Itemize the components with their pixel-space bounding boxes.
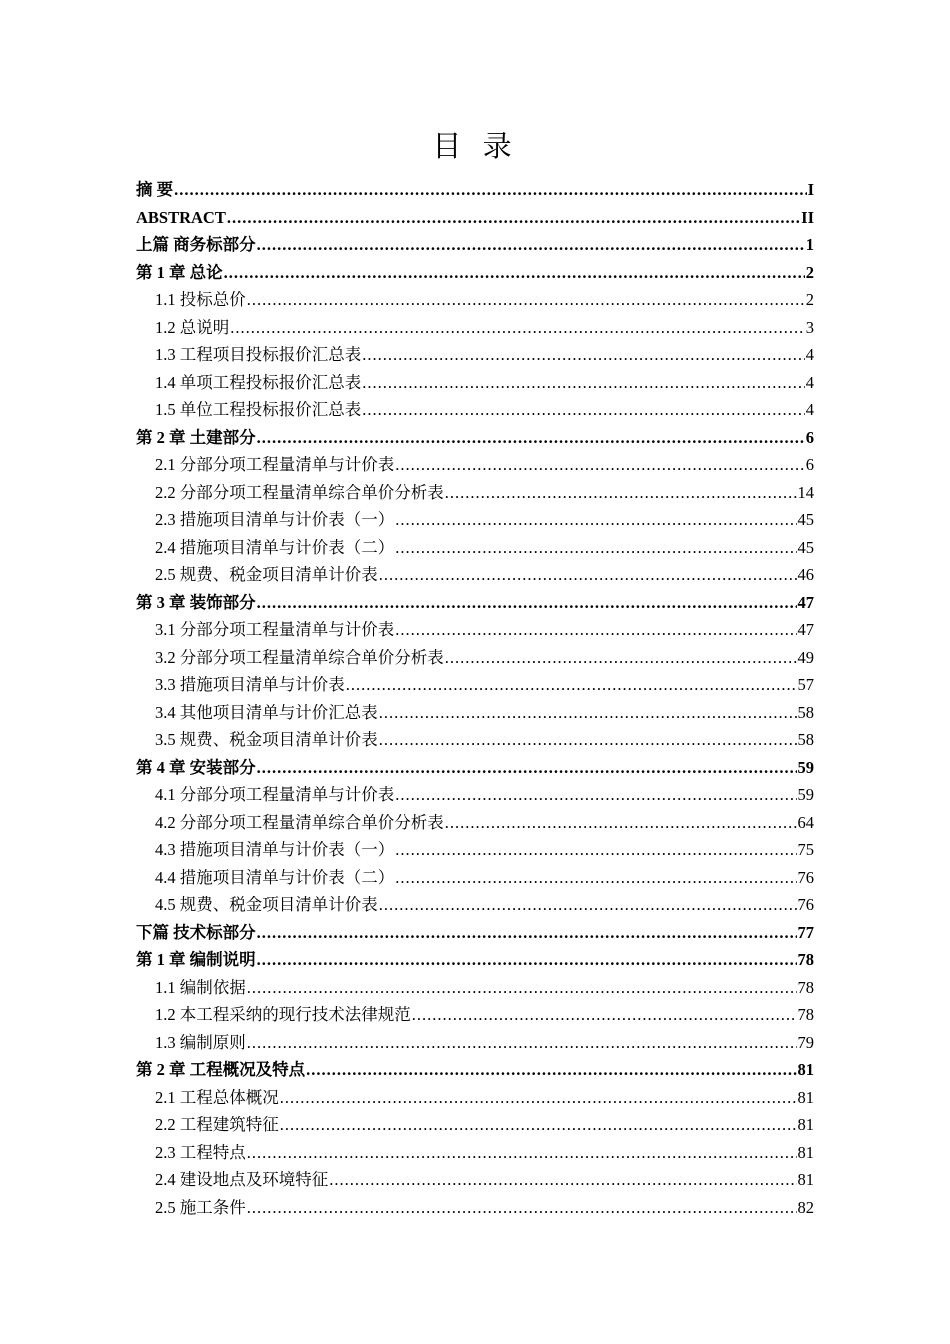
- dot-leader: [395, 616, 796, 644]
- toc-entry-section[interactable]: [136, 671, 814, 699]
- dot-leader: [257, 754, 797, 782]
- toc-entry-page-number: 81: [797, 1142, 814, 1162]
- toc-entry-page-number: 59: [797, 757, 814, 777]
- dot-leader: [247, 286, 805, 314]
- toc-entry-section[interactable]: [136, 314, 814, 342]
- toc-entry-label: ABSTRACT: [136, 207, 226, 227]
- toc-entry-section[interactable]: [136, 891, 814, 919]
- toc-entry-page-number: 78: [797, 977, 814, 997]
- toc-entry-page-number: 59: [797, 785, 814, 804]
- toc-entry-page-number: 6: [805, 455, 814, 474]
- toc-entry-section[interactable]: [136, 974, 814, 1002]
- toc-entry-label: 3.5 规费、税金项目清单计价表: [155, 730, 378, 749]
- toc-entry-section[interactable]: [136, 1001, 814, 1029]
- dot-leader: [395, 864, 796, 892]
- toc-entry-page-number: 79: [797, 1032, 814, 1052]
- toc-entry-label: 2.3 措施项目清单与计价表（一）: [155, 510, 395, 529]
- toc-entry-label: 4.4 措施项目清单与计价表（二）: [155, 867, 395, 887]
- toc-entry-section[interactable]: [136, 1084, 814, 1112]
- toc-entry-label: 第 2 章 土建部分: [136, 427, 256, 447]
- toc-entry-label: 第 2 章 工程概况及特点: [136, 1060, 306, 1079]
- dot-leader: [379, 699, 797, 727]
- toc-entry-label: 摘 要: [136, 180, 174, 199]
- toc-entry-page-number: 81: [797, 1115, 814, 1134]
- toc-entry-section[interactable]: [136, 396, 814, 424]
- dot-leader: [395, 534, 796, 562]
- toc-entry-label: 第 1 章 总论: [136, 262, 223, 282]
- toc-entry-section[interactable]: [136, 369, 814, 397]
- dot-leader: [362, 341, 805, 369]
- toc-entry-chapter[interactable]: [136, 589, 814, 617]
- toc-list: [136, 176, 814, 1221]
- dot-leader: [379, 726, 797, 754]
- toc-entry-label: 上篇 商务标部分: [136, 235, 256, 254]
- dot-leader: [280, 1084, 797, 1112]
- toc-entry-page-number: 64: [797, 812, 814, 832]
- toc-entry-page-number: 6: [805, 427, 814, 447]
- dot-leader: [227, 204, 800, 232]
- toc-entry-label: 2.4 建设地点及环境特征: [155, 1170, 329, 1189]
- toc-entry-label: 2.4 措施项目清单与计价表（二）: [155, 537, 395, 557]
- toc-entry-label: 4.2 分部分项工程量清单综合单价分析表: [155, 812, 444, 832]
- toc-entry-section[interactable]: [136, 726, 814, 754]
- toc-entry-label: 下篇 技术标部分: [136, 922, 256, 942]
- toc-entry-label: 4.1 分部分项工程量清单与计价表: [155, 785, 395, 804]
- toc-entry-page-number: 2: [805, 290, 814, 309]
- toc-entry-chapter[interactable]: [136, 424, 814, 452]
- toc-entry-section[interactable]: [136, 616, 814, 644]
- toc-entry-page-number: 4: [805, 400, 814, 419]
- toc-entry-page-number: 78: [797, 1005, 814, 1024]
- toc-entry-section[interactable]: [136, 561, 814, 589]
- toc-entry-page-number: 2: [805, 262, 814, 282]
- toc-entry-label: 4.5 规费、税金项目清单计价表: [155, 895, 378, 914]
- toc-entry-chapter[interactable]: [136, 231, 814, 259]
- toc-entry-page-number: 76: [797, 895, 814, 914]
- toc-entry-page-number: 45: [797, 510, 814, 529]
- toc-entry-page-number: 3: [805, 317, 814, 337]
- dot-leader: [346, 671, 797, 699]
- dot-leader: [257, 424, 805, 452]
- toc-entry-label: 2.3 工程特点: [155, 1142, 246, 1162]
- dot-leader: [247, 974, 797, 1002]
- dot-leader: [445, 479, 797, 507]
- toc-entry-label: 3.4 其他项目清单与计价汇总表: [155, 702, 378, 722]
- toc-entry-section[interactable]: [136, 1166, 814, 1194]
- toc-entry-label: 2.5 施工条件: [155, 1197, 246, 1217]
- toc-entry-label: 1.2 本工程采纳的现行技术法律规范: [155, 1005, 411, 1024]
- toc-entry-page-number: II: [801, 207, 814, 227]
- toc-entry-section[interactable]: [136, 479, 814, 507]
- toc-entry-page-number: 76: [797, 867, 814, 887]
- toc-entry-label: 1.2 总说明: [155, 317, 230, 337]
- toc-entry-page-number: 4: [805, 345, 814, 364]
- dot-leader: [230, 314, 805, 342]
- toc-entry-label: 1.1 编制依据: [155, 977, 246, 997]
- toc-entry-section[interactable]: [136, 341, 814, 369]
- dot-leader: [247, 1139, 797, 1167]
- toc-entry-section[interactable]: [136, 1194, 814, 1222]
- dot-leader: [379, 891, 797, 919]
- toc-entry-page-number: 46: [797, 565, 814, 584]
- toc-entry-section[interactable]: [136, 534, 814, 562]
- toc-entry-page-number: 14: [797, 482, 814, 502]
- toc-entry-label: 3.1 分部分项工程量清单与计价表: [155, 620, 395, 639]
- toc-entry-chapter[interactable]: [136, 919, 814, 947]
- toc-entry-page-number: 45: [797, 537, 814, 557]
- dot-leader: [445, 644, 797, 672]
- dot-leader: [257, 589, 797, 617]
- toc-entry-label: 2.5 规费、税金项目清单计价表: [155, 565, 378, 584]
- toc-entry-page-number: 47: [797, 592, 814, 612]
- toc-entry-page-number: 58: [797, 702, 814, 722]
- toc-entry-chapter[interactable]: [136, 1056, 814, 1084]
- toc-entry-section[interactable]: [136, 451, 814, 479]
- toc-entry-label: 4.3 措施项目清单与计价表（一）: [155, 840, 395, 859]
- dot-leader: [224, 259, 805, 287]
- toc-entry-chapter[interactable]: [136, 946, 814, 974]
- toc-entry-section[interactable]: [136, 286, 814, 314]
- toc-entry-label: 第 1 章 编制说明: [136, 950, 256, 969]
- toc-entry-page-number: 49: [797, 647, 814, 667]
- toc-entry-label: 3.2 分部分项工程量清单综合单价分析表: [155, 647, 444, 667]
- toc-entry-page-number: 57: [797, 675, 814, 694]
- dot-leader: [379, 561, 797, 589]
- toc-entry-label: 1.5 单位工程投标报价汇总表: [155, 400, 362, 419]
- dot-leader: [395, 451, 805, 479]
- dot-leader: [306, 1056, 796, 1084]
- toc-entry-page-number: 81: [797, 1087, 814, 1107]
- dot-leader: [257, 946, 797, 974]
- toc-entry-page-number: 78: [797, 950, 814, 969]
- toc-entry-page-number: 1: [805, 235, 814, 254]
- toc-entry-chapter[interactable]: [136, 259, 814, 287]
- toc-entry-chapter[interactable]: [136, 754, 814, 782]
- toc-entry-page-number: 75: [797, 840, 814, 859]
- toc-entry-page-number: 82: [797, 1197, 814, 1217]
- toc-entry-page-number: I: [807, 180, 814, 199]
- toc-entry-label: 2.1 工程总体概况: [155, 1087, 279, 1107]
- dot-leader: [395, 506, 796, 534]
- toc-entry-section[interactable]: [136, 506, 814, 534]
- dot-leader: [395, 836, 796, 864]
- dot-leader: [362, 369, 805, 397]
- toc-entry-chapter[interactable]: [136, 204, 814, 232]
- toc-entry-label: 1.1 投标总价: [155, 290, 246, 309]
- toc-entry-label: 2.2 工程建筑特征: [155, 1115, 279, 1134]
- toc-entry-section[interactable]: [136, 781, 814, 809]
- toc-entry-section[interactable]: [136, 1139, 814, 1167]
- toc-entry-section[interactable]: [136, 699, 814, 727]
- toc-entry-section[interactable]: [136, 1029, 814, 1057]
- toc-entry-page-number: 77: [797, 922, 814, 942]
- dot-leader: [247, 1029, 797, 1057]
- toc-title: 目 录: [432, 129, 518, 163]
- toc-entry-chapter[interactable]: [136, 176, 814, 204]
- toc-entry-section[interactable]: [136, 1111, 814, 1139]
- dot-leader: [412, 1001, 797, 1029]
- toc-entry-label: 2.2 分部分项工程量清单综合单价分析表: [155, 482, 444, 502]
- dot-leader: [362, 396, 805, 424]
- toc-entry-label: 1.3 工程项目投标报价汇总表: [155, 345, 362, 364]
- dot-leader: [329, 1166, 796, 1194]
- toc-entry-page-number: 58: [797, 730, 814, 749]
- dot-leader: [257, 231, 805, 259]
- toc-entry-page-number: 4: [805, 372, 814, 392]
- toc-entry-section[interactable]: [136, 809, 814, 837]
- dot-leader: [257, 919, 797, 947]
- dot-leader: [247, 1194, 797, 1222]
- toc-entry-label: 1.4 单项工程投标报价汇总表: [155, 372, 362, 392]
- toc-entry-section[interactable]: [136, 864, 814, 892]
- toc-entry-label: 第 4 章 安装部分: [136, 757, 256, 777]
- toc-entry-label: 第 3 章 装饰部分: [136, 592, 256, 612]
- dot-leader: [280, 1111, 797, 1139]
- toc-entry-page-number: 81: [797, 1170, 814, 1189]
- toc-entry-page-number: 47: [797, 620, 814, 639]
- dot-leader: [174, 176, 806, 204]
- dot-leader: [445, 809, 797, 837]
- toc-entry-label: 3.3 措施项目清单与计价表: [155, 675, 345, 694]
- dot-leader: [395, 781, 796, 809]
- toc-entry-section[interactable]: [136, 836, 814, 864]
- toc-entry-page-number: 81: [797, 1060, 814, 1079]
- toc-entry-label: 2.1 分部分项工程量清单与计价表: [155, 455, 395, 474]
- toc-entry-section[interactable]: [136, 644, 814, 672]
- toc-entry-label: 1.3 编制原则: [155, 1032, 246, 1052]
